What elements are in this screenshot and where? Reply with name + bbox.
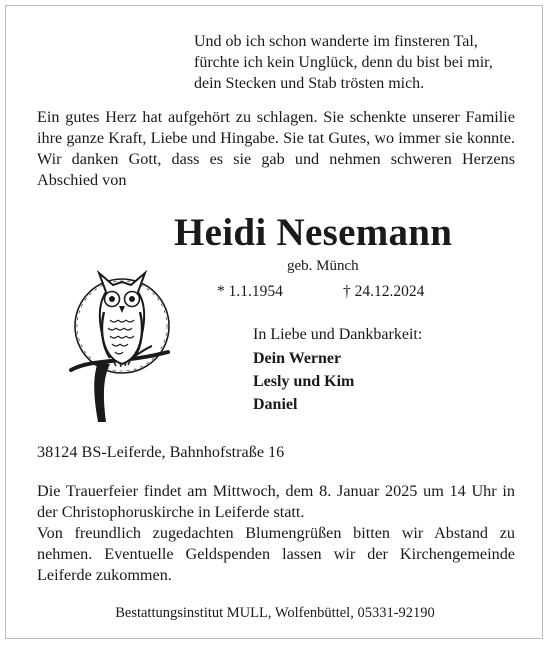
death-date: † 24.12.2024 — [343, 283, 425, 300]
mourners-heading: In Liebe und Dankbarkeit: — [253, 326, 423, 343]
verse-line: dein Stecken und Stab trösten mich. — [194, 75, 425, 92]
owl-on-branch-moon-icon — [68, 262, 172, 426]
mourners-list — [253, 347, 354, 416]
undertaker-footer: Bestattungsinstitut MULL, Wolfenbüttel, 05331-92190 — [115, 605, 435, 621]
verse-line: fürchte ich kein Unglück, denn du bist bei mir, — [194, 54, 493, 71]
mourner-name: Lesly und Kim — [253, 373, 355, 390]
service-paragraph: Die Trauerfeier findet am Mittwoch, dem 8. Januar 2025 um 14 Uhr in der Christophoruskirche in Leiferde statt. — [37, 482, 515, 521]
birth-date: * 1.1.1954 — [217, 283, 283, 300]
funeral-service-info — [37, 481, 515, 586]
intro-text: Ein gutes Herz hat aufgehört zu schlagen. Sie schenkte unserer Familie ihre ganze Kraft, Liebe und Hingabe. Sie tat Gutes, wo immer sie konnte. Wir danken Gott, dass es sie gab und nehmen schweren Herzens Abschied von — [37, 108, 515, 189]
deceased-name: Heidi Nesemann — [174, 211, 453, 254]
mourner-name: Dein Werner — [253, 350, 342, 367]
donation-paragraph: Von freundlich zugedachten Blumengrüßen bitten wir Abstand zu nehmen. Eventuelle Geldspenden lassen wir der Kirchengemeinde Leiferde zukommen. — [37, 524, 515, 584]
family-address: 38124 BS-Leiferde, Bahnhofstraße 16 — [37, 443, 285, 461]
verse-line: Und ob ich schon wanderte im finsteren Tal, — [194, 33, 478, 50]
mourner-name: Daniel — [253, 396, 298, 413]
birth-name: geb. Münch — [287, 258, 359, 274]
bible-verse — [194, 31, 534, 94]
